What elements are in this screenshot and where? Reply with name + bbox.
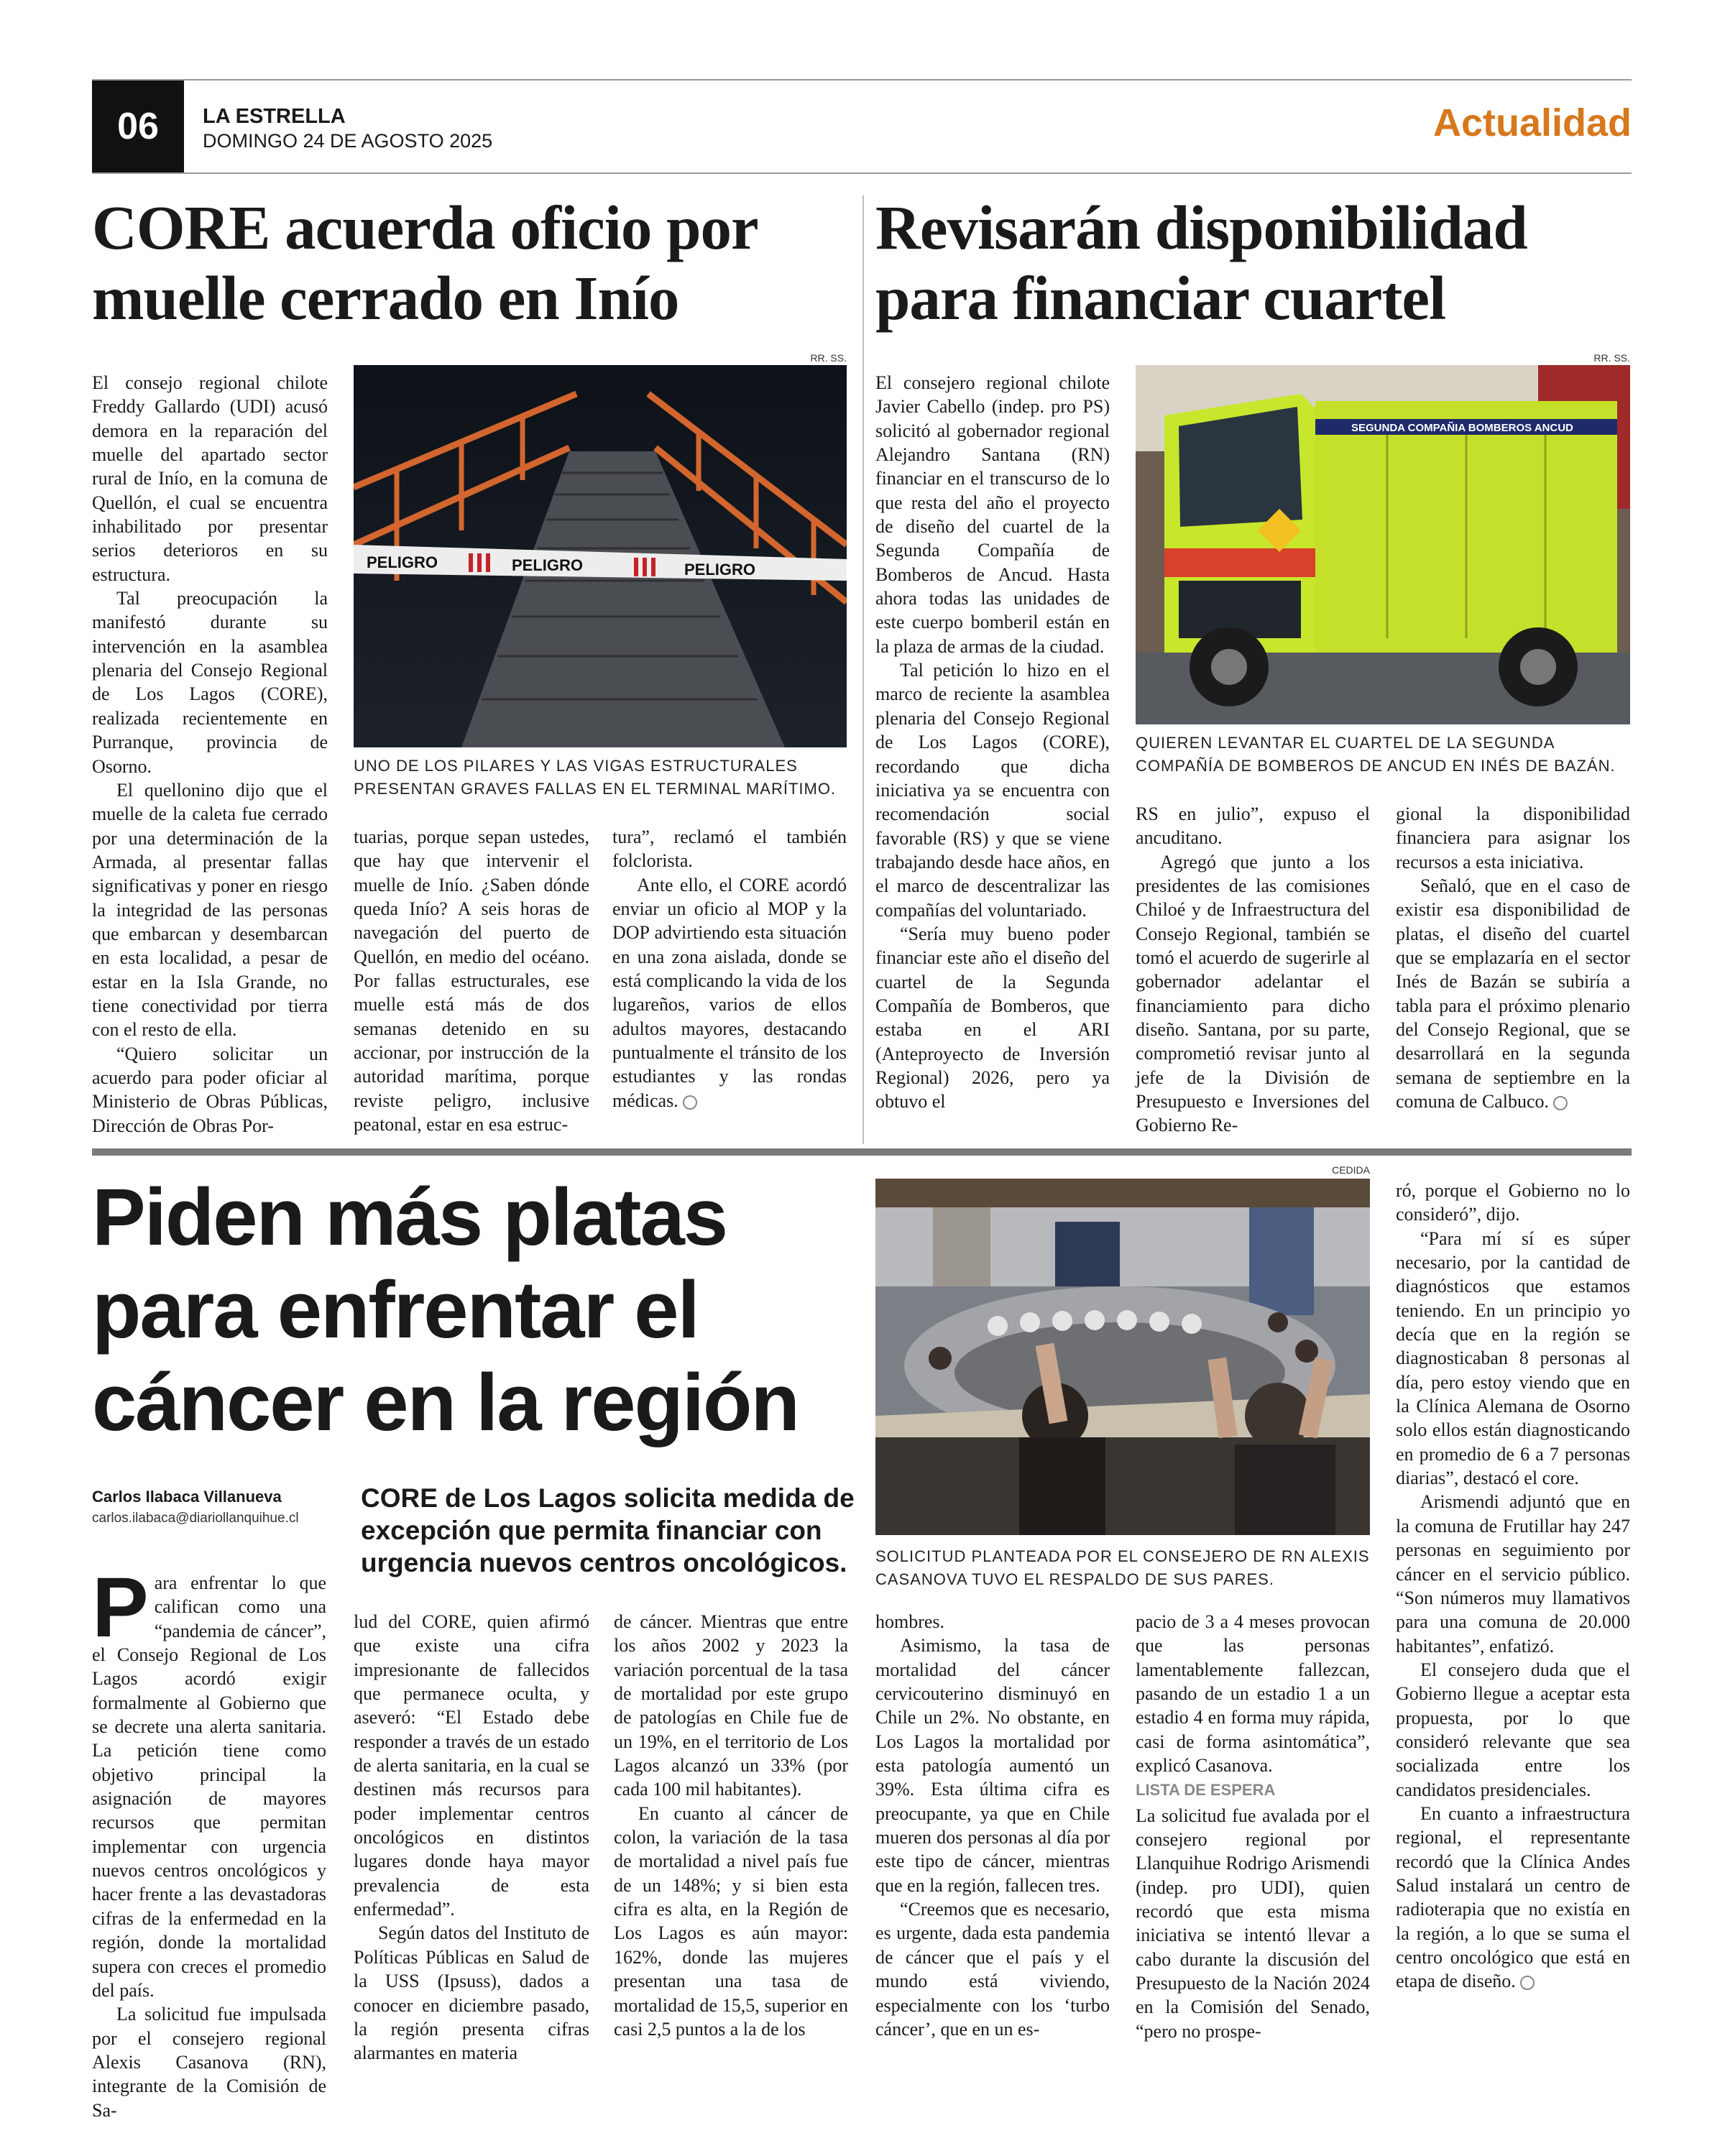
tape-text-2: PELIGRO bbox=[512, 556, 584, 574]
article3-column-1 bbox=[92, 1560, 326, 2122]
paragraph: ró, porque el Gobierno no lo consideró”, dijo. bbox=[1396, 1180, 1630, 1225]
paragraph: “Quiero solicitar un acuerdo para poder oficiar al Ministerio de Obras Públicas, Dirección de Obras Por- bbox=[92, 1043, 328, 1136]
article1-photo-credit: RR. SS. bbox=[810, 352, 847, 364]
paragraph: Arismendi adjuntó que en la comuna de Frutillar hay 247 personas en seguimiento por cáncer en el servicio público. “Son números muy llamativos para una comuna de 20.000 habitantes”, enfatizó. bbox=[1396, 1491, 1630, 1657]
paragraph bbox=[1396, 1802, 1630, 1994]
article2-column-1 bbox=[875, 371, 1110, 1114]
end-mark-icon bbox=[1553, 1096, 1568, 1110]
article1-photo-caption: UNO DE LOS PILARES Y LAS VIGAS ESTRUCTURALES PRESENTAN GRAVES FALLAS EN EL TERMINAL MARÍTIMO. bbox=[354, 757, 837, 798]
paragraph: gional la disponibilidad financiera para asignar los recursos a esta iniciativa. bbox=[1396, 803, 1630, 872]
paragraph bbox=[1396, 874, 1630, 1113]
section-label: Actualidad bbox=[1432, 101, 1632, 144]
article1-column-1 bbox=[92, 371, 328, 1138]
paragraph: de cáncer. Mientras que entre los años 2002 y 2023 la variación porcentual de la tasa de mortalidad por este grupo de patologías en Chile fue de un 19%, en el territorio de Los Lagos alcanzó un 33% (por cada 100 mil habitantes). bbox=[614, 1611, 848, 1800]
article1-headline: CORE acuerda oficio por muelle cerrado en Inío bbox=[92, 193, 758, 333]
article1-column-3 bbox=[612, 825, 847, 1112]
newspaper-name: LA ESTRELLA bbox=[203, 105, 346, 128]
paragraph: “Sería muy bueno poder financiar este año el diseño del cuartel de la Segunda Compañía de Bomberos, que estaba en el ARI (Anteproyecto de Inversión Regional) 2026, pero ya obtuvo el bbox=[875, 923, 1110, 1112]
end-mark-icon bbox=[683, 1095, 697, 1110]
paragraph-text: En cuanto a infraestructura regional, el representante recordó que la Clínica Andes Salud instalará un centro de radioterapia que no existía en la región, a lo que se suma el centro oncológico que está en etapa de diseño. bbox=[1396, 1802, 1630, 1992]
article2-photo-credit: RR. SS. bbox=[1593, 352, 1630, 364]
article3-column-6 bbox=[1396, 1179, 1630, 1994]
paragraph: Tal petición lo hizo en el marco de reciente la asamblea plenaria del Consejo Regional de Los Lagos (CORE), recordando que dicha iniciativa ya se encuentra con recomendación social favorable (RS) y que se viene trabajando desde hace años, en el marco de descentralizar las compañías del voluntariado. bbox=[875, 660, 1110, 921]
article2-column-3 bbox=[1396, 802, 1630, 1113]
article3-column-5 bbox=[1136, 1610, 1370, 2043]
article3-deck: CORE de Los Lagos solicita medida de excepción que permita financiar con urgencia nuevos centros oncológicos. bbox=[361, 1483, 855, 1578]
paragraph: RS en julio”, expuso el ancuditano. bbox=[1136, 803, 1370, 849]
article1-column-2 bbox=[354, 825, 589, 1136]
fire-truck-illustration bbox=[1136, 365, 1630, 724]
paragraph: El consejo regional chilote Freddy Gallardo (UDI) acusó demora en la reparación del muelle del apartado sector rural de Inío, en la comuna de Quellón, el cual se encuentra inhabilitado por presentar serios deterioros en su estructura. bbox=[92, 372, 328, 585]
article3-column-2 bbox=[354, 1610, 589, 2065]
paragraph: “Creemos que es necesario, es urgente, dada esta pandemia de cáncer que el país y el mundo está viviendo, especialmente con los ‘turbo cáncer’, que en un es- bbox=[875, 1899, 1110, 2040]
paragraph: La solicitud fue impulsada por el consejero regional Alexis Casanova (RN), integrante de la Comisión de Sa- bbox=[92, 2004, 326, 2121]
paragraph: Asimismo, la tasa de mortalidad del cáncer cervicouterino disminuyó en Chile un 2%. No obstante, en Los Lagos la mortalidad por esta patología aumentó un 39%. Esta última cifra es preocupante, ya que en Chile mueren dos personas al día por este tipo de cáncer, mientras que en la región, fallecen tres. bbox=[875, 1635, 1110, 1896]
header-bottom-rule bbox=[92, 172, 1632, 174]
subhead-waiting-list: LISTA DE ESPERA bbox=[1136, 1781, 1276, 1800]
paragraph: “Para mí sí es súper necesario, por la cantidad de diagnósticos que estamos teniendo. En un principio yo decía que en la región se diagnosticaban 8 personas al día, pero estoy viendo que en la Clínica Alemana de Osorno solo ellos están diagnosticando en promedio de 6 a 7 personas diarias”, destacó el core. bbox=[1396, 1227, 1630, 1489]
paragraph: tura”, reclamó el también folclorista. bbox=[612, 826, 847, 872]
tape-text-1: PELIGRO bbox=[367, 553, 438, 571]
article3-photo-caption: SOLICITUD PLANTEADA POR EL CONSEJERO DE RN ALEXIS CASANOVA TUVO EL RESPALDO DE SUS PARES. bbox=[875, 1547, 1370, 1588]
paragraph-text: Ante ello, el CORE acordó enviar un oficio al MOP y la DOP advirtiendo esta situación en una zona aislada, donde se está complicando la vida de los lugareños, varios de ellos adultos mayores, destacando puntualmente el tránsito de los estudiantes y las rondas médicas. bbox=[612, 874, 847, 1111]
article2-photo-caption: QUIEREN LEVANTAR EL CUARTEL DE LA SEGUNDA COMPAÑÍA DE BOMBEROS DE ANCUD EN INÉS DE BAZÁN. bbox=[1136, 734, 1616, 775]
paragraph bbox=[612, 873, 847, 1112]
paragraph: Según datos del Instituto de Políticas Públicas en Salud de la USS (Ipsuss), dados a conocer en diciembre pasado, la región presenta cifras alarmantes en materia bbox=[354, 1922, 589, 2064]
article3-column-3 bbox=[614, 1610, 848, 2041]
paragraph-text: ara enfrentar lo que califican como una “pandemia de cáncer”, el Consejo Regional de Los Lagos acordó exigir formalmente al Gobierno que se decrete una alerta sanitaria. La petición tiene como objetivo principal la asignación de mayores recursos que permitan implementar con urgencia nuevos centros oncológicos y hacer frente a las devastadoras cifras de la enfermedad en la región, donde la mortalidad supera con creces el promedio del país. bbox=[92, 1572, 326, 2001]
paragraph: El consejero regional chilote Javier Cabello (indep. pro PS) solicitó al gobernador regional Alejandro Santana (RN) financiar en el transcurso de lo que resta del año el proyecto de diseño del cuartel de la Segunda Compañía de Bomberos de Ancud. Hasta ahora todas las unidades de este cuerpo bomberil están en la plaza de armas de la ciudad. bbox=[875, 372, 1110, 657]
paragraph: Agregó que junto a los presidentes de las comisiones Chiloé y de Infraestructura del Consejo Regional, también se tomó el acuerdo de sugerirle al gobernador adelantar el financiamiento para dicho diseño. Santana, por su parte, comprometió revisar junto al jefe de la División de Presupuesto e Inversiones del Gobierno Re- bbox=[1136, 851, 1370, 1136]
paragraph: lud del CORE, quien afirmó que existe una cifra impresionante de fallecidos que permanece oculta, y aseveró: “El Estado debe responder a través de un estado de alerta sanitaria, en la cual se destinen más recursos para poder implementar centros oncológicos en distintos lugares donde haya mayor prevalencia de esta enfermedad”. bbox=[354, 1611, 589, 1920]
author-name: Carlos Ilabaca Villanueva bbox=[92, 1488, 282, 1506]
column-divider bbox=[862, 195, 864, 1144]
article3-photo-council-session bbox=[875, 1179, 1370, 1535]
paragraph: La solicitud fue avalada por el consejero regional por Llanquihue Rodrigo Arismendi (indep. pro UDI), quien recordó que esta misma iniciativa se intentó llevar a cabo durante la discusión del Presupuesto de la Nación 2024 en la Comisión del Senado, “pero no prospe- bbox=[1136, 1805, 1370, 2042]
end-mark-icon bbox=[1520, 1976, 1535, 1990]
paragraph: El consejero duda que el Gobierno llegue a aceptar esta propuesta, por lo que consideró relevante que sea socializada entre los candidatos presidenciales. bbox=[1396, 1659, 1630, 1800]
tape-text-3: PELIGRO bbox=[684, 561, 756, 579]
drop-cap: P bbox=[92, 1560, 149, 1655]
paragraph: tuarias, porque sepan ustedes, que hay que intervenir el muelle de Inío. ¿Saben dónde queda Inío? A seis horas de navegación del puerto de Quellón, en medio del océano. Por fallas estructurales, ese muelle está más de dos semanas detenido en su accionar, por instrucción de la autoridad marítima, porque reviste peligro, inclusive peatonal, estar en esa estruc- bbox=[354, 826, 589, 1135]
article3-headline: Piden más platas para enfrentar el cáncer en la región bbox=[92, 1172, 799, 1447]
paragraph: Tal preocupación la manifestó durante su intervención en la asamblea plenaria del Consejo Regional de Los Lagos (CORE), realizada recientemente en Purranque, provincia de Osorno. bbox=[92, 588, 328, 777]
byline bbox=[92, 1488, 299, 1526]
article1-photo-pier bbox=[354, 365, 847, 747]
section-divider bbox=[92, 1148, 1632, 1156]
paragraph bbox=[92, 1560, 326, 2002]
article2-headline: Revisarán disponibilidad para financiar cuartel bbox=[875, 193, 1527, 333]
truck-lettering: SEGUNDA COMPAÑIA BOMBEROS ANCUD bbox=[1351, 422, 1573, 434]
paragraph-text: Señaló, que en el caso de existir esa disponibilidad de platas, el diseño del cuartel que se emplazaría en el sector Inés de Bazán se subiría a tabla para el próximo plenario del Consejo Regional, que se desarrollará en la segunda semana de septiembre en la comuna de Calbuco. bbox=[1396, 875, 1630, 1112]
author-email: carlos.ilabaca@diariollanquihue.cl bbox=[92, 1511, 299, 1526]
pier-illustration bbox=[354, 365, 847, 747]
page-number: 06 bbox=[92, 80, 184, 172]
paragraph: El quellonino dijo que el muelle de la caleta fue cerrado por una determinación de la Armada, al presentar fallas significativas y poner en riesgo la integridad de las personas que embarcan y desembarcan en esta localidad, a pesar de estar en la Isla Grande, no tiene conectividad por tierra con el resto de ella. bbox=[92, 779, 328, 1041]
publication-date: DOMINGO 24 DE AGOSTO 2025 bbox=[203, 130, 493, 152]
paragraph: hombres. bbox=[875, 1611, 945, 1632]
paragraph: pacio de 3 a 4 meses provocan que las personas lamentablemente fallezcan, pasando de un estadio 1 a un estadio 4 en forma muy rápida, casi de forma asintomática”, explicó Casanova. bbox=[1136, 1611, 1370, 1777]
article2-photo-fire-truck bbox=[1136, 365, 1630, 724]
paragraph: En cuanto al cáncer de colon, la variación de la tasa de mortalidad a nivel país fue de un 148%; y si bien esta cifra es alta, en la Región de Los Lagos es aún mayor: 162%, donde las mujeres presentan una tasa de mortalidad de 15,5, superior en casi 2,5 puntos a la de los bbox=[614, 1802, 848, 2040]
header-top-rule bbox=[92, 79, 1632, 80]
article3-column-4 bbox=[875, 1610, 1110, 2041]
article2-column-2 bbox=[1136, 802, 1370, 1138]
council-illustration bbox=[875, 1179, 1370, 1535]
article3-photo-credit: CEDIDA bbox=[1332, 1164, 1370, 1176]
